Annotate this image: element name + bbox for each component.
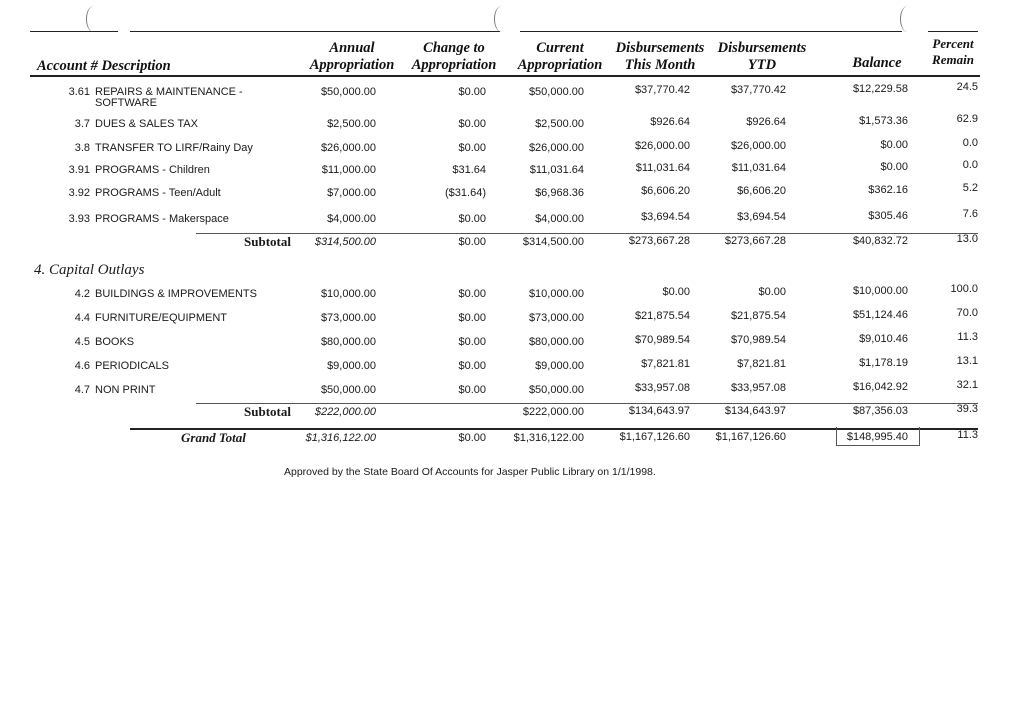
total-balance: $87,356.03 (852, 405, 908, 417)
account-number: 4.2 (74, 288, 90, 300)
disbursements-month-value: $11,031.64 (635, 162, 690, 174)
total-label: Grand Total (181, 430, 246, 445)
total-disbursements-month: $273,667.28 (628, 235, 690, 247)
change-to-appropriation-value: $0.00 (458, 336, 486, 348)
account-number: 3.61 (68, 86, 90, 98)
current-appropriation-value: $50,000.00 (528, 86, 584, 98)
account-description: PROGRAMS - Teen/Adult (95, 187, 221, 199)
percent-remain-value: 32.1 (956, 379, 978, 391)
disbursements-ytd-value: $6,606.20 (737, 185, 786, 197)
footer-approval-note: Approved by the State Board Of Accounts for Jasper Public Library on 1/1/1998. (284, 466, 656, 478)
account-description: BOOKS (95, 336, 135, 348)
annual-appropriation-value: $11,000.00 (321, 164, 376, 176)
header-percent-remain: Percent Remain (932, 36, 974, 67)
annual-appropriation-value: $26,000.00 (320, 142, 376, 154)
account-description: NON PRINT (95, 384, 156, 396)
balance-value: $10,000.00 (852, 285, 908, 297)
percent-remain-value: 0.0 (962, 137, 978, 149)
disbursements-month-value: $0.00 (662, 286, 690, 298)
account-description: PROGRAMS - Children (95, 164, 210, 176)
annual-appropriation-value: $73,000.00 (320, 312, 376, 324)
current-appropriation-value: $11,031.64 (529, 164, 584, 176)
disbursements-month-value: $926.64 (650, 116, 690, 128)
top-arc-3 (900, 6, 915, 32)
annual-appropriation-value: $9,000.00 (327, 360, 376, 372)
account-number: 4.6 (74, 360, 90, 372)
total-current-appropriation: $314,500.00 (522, 236, 584, 248)
current-appropriation-value: $9,000.00 (535, 360, 584, 372)
disbursements-ytd-value: $3,694.54 (737, 211, 786, 223)
total-disbursements-month: $1,167,126.60 (619, 431, 690, 443)
account-number: 3.91 (68, 164, 90, 176)
account-description: PROGRAMS - Makerspace (95, 213, 229, 225)
header-disbursements-ytd: Disbursements YTD (717, 40, 807, 73)
change-to-appropriation-value: $0.00 (458, 384, 486, 396)
disbursements-month-value: $7,821.81 (641, 358, 690, 370)
disbursements-ytd-value: $21,875.54 (730, 310, 786, 322)
total-current-appropriation: $1,316,122.00 (513, 432, 584, 444)
change-to-appropriation-value: ($31.64) (445, 187, 486, 199)
change-to-appropriation-value: $0.00 (458, 288, 486, 300)
balance-value: $0.00 (880, 139, 908, 151)
disbursements-month-value: $26,000.00 (634, 140, 690, 152)
disbursements-month-value: $33,957.08 (634, 382, 690, 394)
annual-appropriation-value: $10,000.00 (320, 288, 376, 300)
account-number: 4.4 (74, 312, 90, 324)
account-number: 3.93 (68, 213, 90, 225)
current-appropriation-value: $6,968.36 (535, 187, 584, 199)
account-number: 3.8 (74, 142, 90, 154)
percent-remain-value: 11.3 (957, 331, 978, 343)
balance-value: $1,573.36 (859, 115, 908, 127)
total-annual-appropriation: $1,316,122.00 (305, 432, 376, 444)
total-label: Subtotal (244, 234, 291, 249)
disbursements-month-value: $37,770.42 (634, 84, 690, 96)
balance-value: $0.00 (880, 161, 908, 173)
current-appropriation-value: $73,000.00 (528, 312, 584, 324)
balance-value: $16,042.92 (852, 381, 908, 393)
annual-appropriation-value: $7,000.00 (327, 187, 376, 199)
top-rule-far-right (928, 31, 978, 32)
account-description: REPAIRS & MAINTENANCE - (95, 86, 243, 98)
account-number: 3.92 (68, 187, 90, 199)
total-disbursements-month: $134,643.97 (628, 405, 690, 417)
top-rule-right (520, 31, 902, 32)
change-to-appropriation-value: $0.00 (458, 86, 486, 98)
percent-remain-value: 0.0 (962, 159, 978, 171)
header-current-appropriation: Current Appropriation (517, 40, 603, 73)
balance-value: $1,178.19 (859, 357, 908, 369)
total-change-to-appropriation: $0.00 (458, 236, 486, 248)
account-number: 3.7 (74, 118, 90, 130)
header-annual-appropriation: Annual Appropriation (309, 40, 395, 73)
current-appropriation-value: $26,000.00 (528, 142, 584, 154)
balance-value: $9,010.46 (859, 333, 908, 345)
account-description: DUES & SALES TAX (95, 118, 198, 130)
account-description: TRANSFER TO LIRF/Rainy Day (95, 142, 253, 154)
balance-value: $51,124.46 (852, 309, 908, 321)
total-annual-appropriation: $222,000.00 (314, 406, 376, 418)
header-underline (30, 75, 980, 77)
subtotal1-rule (196, 233, 978, 234)
total-balance: $148,995.40 (846, 431, 908, 443)
percent-remain-value: 24.5 (956, 81, 978, 93)
top-rule-middle (130, 31, 500, 32)
disbursements-month-value: $21,875.54 (634, 310, 690, 322)
current-appropriation-value: $80,000.00 (528, 336, 584, 348)
total-percent-remain: 13.0 (956, 233, 978, 245)
subtotal2-rule (196, 403, 978, 404)
disbursements-ytd-value: $70,989.54 (730, 334, 786, 346)
total-current-appropriation: $222,000.00 (522, 406, 584, 418)
annual-appropriation-value: $80,000.00 (320, 336, 376, 348)
account-description-continued: SOFTWARE (95, 97, 157, 109)
percent-remain-value: 62.9 (956, 113, 978, 125)
change-to-appropriation-value: $0.00 (458, 118, 486, 130)
total-label: Subtotal (244, 404, 291, 419)
annual-appropriation-value: $50,000.00 (320, 86, 376, 98)
disbursements-ytd-value: $0.00 (758, 286, 786, 298)
annual-appropriation-value: $4,000.00 (327, 213, 376, 225)
balance-value: $305.46 (868, 210, 908, 222)
change-to-appropriation-value: $31.64 (452, 164, 486, 176)
disbursements-ytd-value: $37,770.42 (730, 84, 786, 96)
top-arc-2 (494, 6, 509, 32)
disbursements-month-value: $70,989.54 (634, 334, 690, 346)
disbursements-ytd-value: $33,957.08 (730, 382, 786, 394)
header-change-to-appropriation: Change to Appropriation (411, 40, 497, 73)
total-change-to-appropriation: $0.00 (458, 432, 486, 444)
top-rule-left (30, 31, 118, 32)
total-annual-appropriation: $314,500.00 (314, 236, 376, 248)
change-to-appropriation-value: $0.00 (458, 213, 486, 225)
total-disbursements-ytd: $134,643.97 (724, 405, 786, 417)
account-number: 4.5 (74, 336, 90, 348)
percent-remain-value: 5.2 (962, 182, 978, 194)
percent-remain-value: 70.0 (956, 307, 978, 319)
disbursements-ytd-value: $7,821.81 (737, 358, 786, 370)
disbursements-ytd-value: $11,031.64 (731, 162, 786, 174)
disbursements-ytd-value: $926.64 (746, 116, 786, 128)
annual-appropriation-value: $50,000.00 (320, 384, 376, 396)
total-balance: $40,832.72 (852, 235, 908, 247)
balance-value: $12,229.58 (852, 83, 908, 95)
disbursements-month-value: $3,694.54 (641, 211, 690, 223)
grand-total-balance-box (836, 427, 920, 446)
current-appropriation-value: $10,000.00 (528, 288, 584, 300)
total-disbursements-ytd: $273,667.28 (724, 235, 786, 247)
account-number: 4.7 (74, 384, 90, 396)
percent-remain-value: 13.1 (956, 355, 978, 367)
change-to-appropriation-value: $0.00 (458, 360, 486, 372)
header-disbursements-this-month: Disbursements This Month (615, 40, 705, 73)
current-appropriation-value: $4,000.00 (535, 213, 584, 225)
change-to-appropriation-value: $0.00 (458, 142, 486, 154)
balance-value: $362.16 (868, 184, 908, 196)
top-arc-1 (86, 6, 101, 32)
disbursements-month-value: $6,606.20 (641, 185, 690, 197)
total-disbursements-ytd: $1,167,126.60 (715, 431, 786, 443)
total-percent-remain: 11.3 (957, 429, 978, 441)
account-description: BUILDINGS & IMPROVEMENTS (95, 288, 257, 300)
percent-remain-value: 100.0 (950, 283, 978, 295)
change-to-appropriation-value: $0.00 (458, 312, 486, 324)
header-account-description: Account # Description (37, 58, 171, 74)
header-balance: Balance (852, 55, 902, 71)
account-description: FURNITURE/EQUIPMENT (95, 312, 227, 324)
current-appropriation-value: $50,000.00 (528, 384, 584, 396)
current-appropriation-value: $2,500.00 (535, 118, 584, 130)
annual-appropriation-value: $2,500.00 (327, 118, 376, 130)
account-description: PERIODICALS (95, 360, 169, 372)
disbursements-ytd-value: $26,000.00 (730, 140, 786, 152)
section-title-capital-outlays: 4. Capital Outlays (34, 262, 145, 278)
total-percent-remain: 39.3 (956, 403, 978, 415)
percent-remain-value: 7.6 (962, 208, 978, 220)
